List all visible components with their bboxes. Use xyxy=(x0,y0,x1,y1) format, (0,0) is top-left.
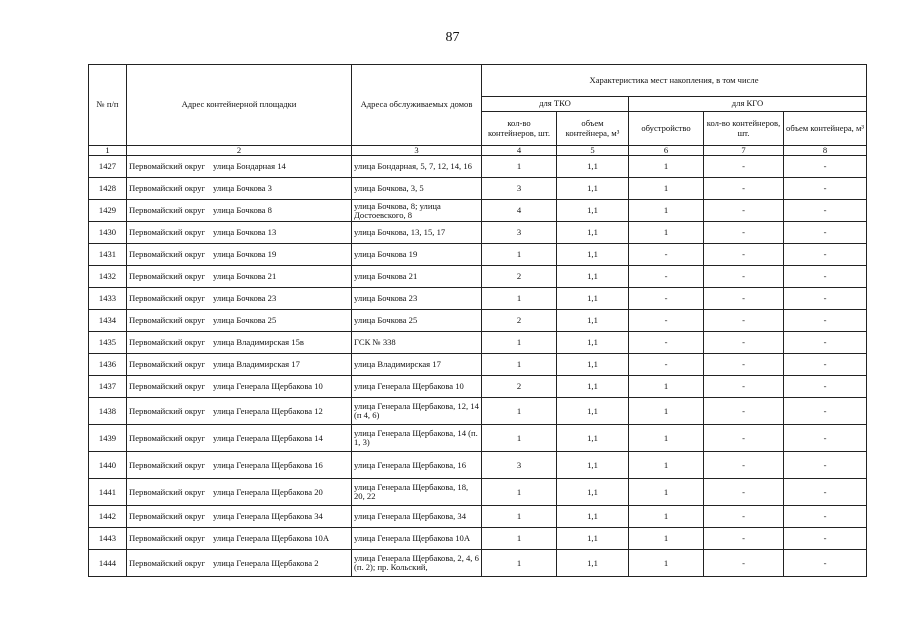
kgo-container-count: - xyxy=(704,479,784,506)
table-row xyxy=(89,222,867,244)
street-address: улица Бочкова 13 xyxy=(213,227,277,237)
table-row xyxy=(89,479,867,506)
row-number: 1435 xyxy=(89,332,127,354)
table-row xyxy=(89,288,867,310)
kgo-container-count: - xyxy=(704,506,784,528)
street-address: улица Генерала Щербакова 10 xyxy=(213,381,323,391)
district-name: Первомайский округ xyxy=(129,381,206,392)
site-address xyxy=(127,506,352,528)
served-houses: улица Владимирская 17 xyxy=(352,354,482,376)
kgo-container-volume: - xyxy=(784,550,867,577)
header-kgo: для КГО xyxy=(629,97,867,112)
tko-container-count: 1 xyxy=(482,506,557,528)
tko-container-count: 3 xyxy=(482,222,557,244)
kgo-container-count: - xyxy=(704,222,784,244)
site-address xyxy=(127,244,352,266)
header-address: Адрес контейнерной площадки xyxy=(127,65,352,146)
served-houses: улица Бочкова, 13, 15, 17 xyxy=(352,222,482,244)
tko-container-count: 3 xyxy=(482,178,557,200)
kgo-container-count: - xyxy=(704,156,784,178)
table-row xyxy=(89,354,867,376)
tko-container-volume: 1,1 xyxy=(557,452,629,479)
facility-value: 1 xyxy=(629,425,704,452)
served-houses: улица Генерала Щербакова 10А xyxy=(352,528,482,550)
kgo-container-volume: - xyxy=(784,398,867,425)
kgo-container-count: - xyxy=(704,425,784,452)
kgo-container-volume: - xyxy=(784,376,867,398)
row-number: 1430 xyxy=(89,222,127,244)
facility-value: - xyxy=(629,332,704,354)
site-address xyxy=(127,376,352,398)
header-kgo-volume: объем контейнера, м³ xyxy=(784,112,867,146)
kgo-container-volume: - xyxy=(784,266,867,288)
site-address xyxy=(127,550,352,577)
kgo-container-count: - xyxy=(704,310,784,332)
facility-value: 1 xyxy=(629,178,704,200)
street-address: улица Владимирская 17 xyxy=(213,359,300,369)
tko-container-volume: 1,1 xyxy=(557,288,629,310)
site-address xyxy=(127,156,352,178)
tko-container-volume: 1,1 xyxy=(557,398,629,425)
column-number: 4 xyxy=(482,146,557,156)
served-houses: ГСК № 338 xyxy=(352,332,482,354)
kgo-container-volume: - xyxy=(784,528,867,550)
facility-value: 1 xyxy=(629,452,704,479)
column-number: 6 xyxy=(629,146,704,156)
served-houses: улица Бочкова, 8; улица Достоевского, 8 xyxy=(352,200,482,222)
table-row xyxy=(89,425,867,452)
facility-value: 1 xyxy=(629,200,704,222)
district-name: Первомайский округ xyxy=(129,359,206,370)
kgo-container-count: - xyxy=(704,244,784,266)
facility-value: 1 xyxy=(629,376,704,398)
column-number: 8 xyxy=(784,146,867,156)
site-address xyxy=(127,178,352,200)
column-number: 1 xyxy=(89,146,127,156)
tko-container-volume: 1,1 xyxy=(557,528,629,550)
kgo-container-count: - xyxy=(704,178,784,200)
site-address xyxy=(127,310,352,332)
facility-value: 1 xyxy=(629,479,704,506)
served-houses: улица Бочкова 23 xyxy=(352,288,482,310)
served-houses: улица Генерала Щербакова, 12, 14 (п 4, 6) xyxy=(352,398,482,425)
kgo-container-volume: - xyxy=(784,310,867,332)
served-houses: улица Бочкова 21 xyxy=(352,266,482,288)
facility-value: 1 xyxy=(629,528,704,550)
row-number: 1429 xyxy=(89,200,127,222)
site-address xyxy=(127,398,352,425)
tko-container-volume: 1,1 xyxy=(557,200,629,222)
header-tko-count: кол-во контейнеров, шт. xyxy=(482,112,557,146)
facility-value: 1 xyxy=(629,550,704,577)
street-address: улица Владимирская 15в xyxy=(213,337,304,347)
street-address: улица Бочкова 25 xyxy=(213,315,277,325)
kgo-container-volume: - xyxy=(784,354,867,376)
district-name: Первомайский округ xyxy=(129,227,206,238)
served-houses: улица Генерала Щербакова, 2, 4, 6 (п. 2); пр. Кольский, xyxy=(352,550,482,577)
served-houses: улица Генерала Щербакова, 18, 20, 22 xyxy=(352,479,482,506)
column-number: 5 xyxy=(557,146,629,156)
table-row xyxy=(89,266,867,288)
tko-container-count: 1 xyxy=(482,288,557,310)
table-row xyxy=(89,178,867,200)
tko-container-count: 1 xyxy=(482,156,557,178)
table-row xyxy=(89,200,867,222)
served-houses: улица Генерала Щербакова 10 xyxy=(352,376,482,398)
row-number: 1438 xyxy=(89,398,127,425)
district-name: Первомайский округ xyxy=(129,405,206,416)
row-number: 1433 xyxy=(89,288,127,310)
facility-value: 1 xyxy=(629,156,704,178)
kgo-container-volume: - xyxy=(784,506,867,528)
district-name: Первомайский округ xyxy=(129,486,206,497)
kgo-container-volume: - xyxy=(784,425,867,452)
tko-container-volume: 1,1 xyxy=(557,479,629,506)
row-number: 1428 xyxy=(89,178,127,200)
table-row xyxy=(89,506,867,528)
served-houses: улица Генерала Щербакова, 34 xyxy=(352,506,482,528)
street-address: улица Бочкова 3 xyxy=(213,183,272,193)
site-address xyxy=(127,354,352,376)
tko-container-count: 2 xyxy=(482,266,557,288)
street-address: улица Бочкова 23 xyxy=(213,293,277,303)
kgo-container-count: - xyxy=(704,266,784,288)
district-name: Первомайский округ xyxy=(129,205,206,216)
header-tko: для ТКО xyxy=(482,97,629,112)
tko-container-volume: 1,1 xyxy=(557,178,629,200)
tko-container-volume: 1,1 xyxy=(557,332,629,354)
district-name: Первомайский округ xyxy=(129,293,206,304)
facility-value: 1 xyxy=(629,222,704,244)
table-row xyxy=(89,332,867,354)
header-num: № п/п xyxy=(89,65,127,146)
street-address: улица Бочкова 8 xyxy=(213,205,272,215)
facility-value: - xyxy=(629,310,704,332)
kgo-container-count: - xyxy=(704,376,784,398)
site-address xyxy=(127,222,352,244)
kgo-container-volume: - xyxy=(784,200,867,222)
tko-container-count: 2 xyxy=(482,310,557,332)
header-kgo-count: кол-во контейнеров, шт. xyxy=(704,112,784,146)
street-address: улица Генерала Щербакова 12 xyxy=(213,405,323,416)
site-address xyxy=(127,200,352,222)
row-number: 1427 xyxy=(89,156,127,178)
tko-container-count: 1 xyxy=(482,528,557,550)
kgo-container-count: - xyxy=(704,354,784,376)
container-sites-table xyxy=(88,64,867,577)
facility-value: - xyxy=(629,244,704,266)
tko-container-volume: 1,1 xyxy=(557,156,629,178)
header-served: Адреса обслуживаемых домов xyxy=(352,65,482,146)
district-name: Первомайский округ xyxy=(129,533,206,544)
kgo-container-volume: - xyxy=(784,178,867,200)
served-houses: улица Бочкова 25 xyxy=(352,310,482,332)
row-number: 1441 xyxy=(89,479,127,506)
column-number: 7 xyxy=(704,146,784,156)
kgo-container-count: - xyxy=(704,528,784,550)
district-name: Первомайский округ xyxy=(129,315,206,326)
tko-container-volume: 1,1 xyxy=(557,354,629,376)
row-number: 1440 xyxy=(89,452,127,479)
site-address xyxy=(127,266,352,288)
header-tko-volume: объем контейнера, м³ xyxy=(557,112,629,146)
district-name: Первомайский округ xyxy=(129,271,206,282)
row-number: 1432 xyxy=(89,266,127,288)
row-number: 1439 xyxy=(89,425,127,452)
tko-container-count: 4 xyxy=(482,200,557,222)
table-row xyxy=(89,452,867,479)
tko-container-count: 1 xyxy=(482,550,557,577)
header-characteristics: Характеристика мест накопления, в том числе xyxy=(482,65,867,97)
tko-container-count: 1 xyxy=(482,332,557,354)
street-address: улица Генерала Щербакова 14 xyxy=(213,432,323,443)
kgo-container-count: - xyxy=(704,200,784,222)
row-number: 1431 xyxy=(89,244,127,266)
facility-value: - xyxy=(629,354,704,376)
tko-container-volume: 1,1 xyxy=(557,376,629,398)
site-address xyxy=(127,288,352,310)
street-address: улица Генерала Щербакова 2 xyxy=(213,557,319,568)
served-houses: улица Бочкова, 3, 5 xyxy=(352,178,482,200)
kgo-container-volume: - xyxy=(784,244,867,266)
tko-container-count: 3 xyxy=(482,452,557,479)
kgo-container-volume: - xyxy=(784,288,867,310)
district-name: Первомайский округ xyxy=(129,337,206,348)
street-address: улица Генерала Щербакова 20 xyxy=(213,486,323,497)
site-address xyxy=(127,528,352,550)
table-row xyxy=(89,528,867,550)
street-address: улица Генерала Щербакова 34 xyxy=(213,511,323,521)
row-number: 1442 xyxy=(89,506,127,528)
district-name: Первомайский округ xyxy=(129,557,206,568)
table-row xyxy=(89,376,867,398)
tko-container-volume: 1,1 xyxy=(557,244,629,266)
district-name: Первомайский округ xyxy=(129,249,206,260)
site-address xyxy=(127,479,352,506)
tko-container-volume: 1,1 xyxy=(557,425,629,452)
facility-value: 1 xyxy=(629,398,704,425)
table-row xyxy=(89,310,867,332)
served-houses: улица Бондарная, 5, 7, 12, 14, 16 xyxy=(352,156,482,178)
kgo-container-volume: - xyxy=(784,332,867,354)
column-number: 3 xyxy=(352,146,482,156)
tko-container-volume: 1,1 xyxy=(557,506,629,528)
kgo-container-count: - xyxy=(704,288,784,310)
row-number: 1434 xyxy=(89,310,127,332)
served-houses: улица Генерала Щербакова, 14 (п. 1, 3) xyxy=(352,425,482,452)
row-number: 1437 xyxy=(89,376,127,398)
table-row xyxy=(89,398,867,425)
street-address: улица Бочкова 19 xyxy=(213,249,277,259)
site-address xyxy=(127,425,352,452)
street-address: улица Бондарная 14 xyxy=(213,161,286,171)
row-number: 1444 xyxy=(89,550,127,577)
district-name: Первомайский округ xyxy=(129,511,206,522)
tko-container-volume: 1,1 xyxy=(557,550,629,577)
street-address: улица Бочкова 21 xyxy=(213,271,277,281)
header-facility: обустройство xyxy=(629,112,704,146)
tko-container-count: 1 xyxy=(482,244,557,266)
kgo-container-count: - xyxy=(704,452,784,479)
tko-container-count: 1 xyxy=(482,425,557,452)
facility-value: - xyxy=(629,266,704,288)
kgo-container-volume: - xyxy=(784,479,867,506)
row-number: 1443 xyxy=(89,528,127,550)
kgo-container-volume: - xyxy=(784,156,867,178)
tko-container-count: 1 xyxy=(482,479,557,506)
district-name: Первомайский округ xyxy=(129,432,206,443)
district-name: Первомайский округ xyxy=(129,183,206,194)
street-address: улица Генерала Щербакова 10А xyxy=(213,533,330,543)
facility-value: - xyxy=(629,288,704,310)
tko-container-count: 1 xyxy=(482,398,557,425)
served-houses: улица Бочкова 19 xyxy=(352,244,482,266)
table-row xyxy=(89,550,867,577)
facility-value: 1 xyxy=(629,506,704,528)
kgo-container-count: - xyxy=(704,332,784,354)
site-address xyxy=(127,452,352,479)
tko-container-count: 2 xyxy=(482,376,557,398)
served-houses: улица Генерала Щербакова, 16 xyxy=(352,452,482,479)
site-address xyxy=(127,332,352,354)
row-number: 1436 xyxy=(89,354,127,376)
page-number: 87 xyxy=(445,30,460,45)
kgo-container-volume: - xyxy=(784,452,867,479)
kgo-container-count: - xyxy=(704,550,784,577)
table-row xyxy=(89,156,867,178)
kgo-container-count: - xyxy=(704,398,784,425)
district-name: Первомайский округ xyxy=(129,459,206,470)
tko-container-count: 1 xyxy=(482,354,557,376)
column-number: 2 xyxy=(127,146,352,156)
street-address: улица Генерала Щербакова 16 xyxy=(213,459,323,470)
tko-container-volume: 1,1 xyxy=(557,222,629,244)
kgo-container-volume: - xyxy=(784,222,867,244)
district-name: Первомайский округ xyxy=(129,161,206,172)
tko-container-volume: 1,1 xyxy=(557,310,629,332)
tko-container-volume: 1,1 xyxy=(557,266,629,288)
table-row xyxy=(89,244,867,266)
